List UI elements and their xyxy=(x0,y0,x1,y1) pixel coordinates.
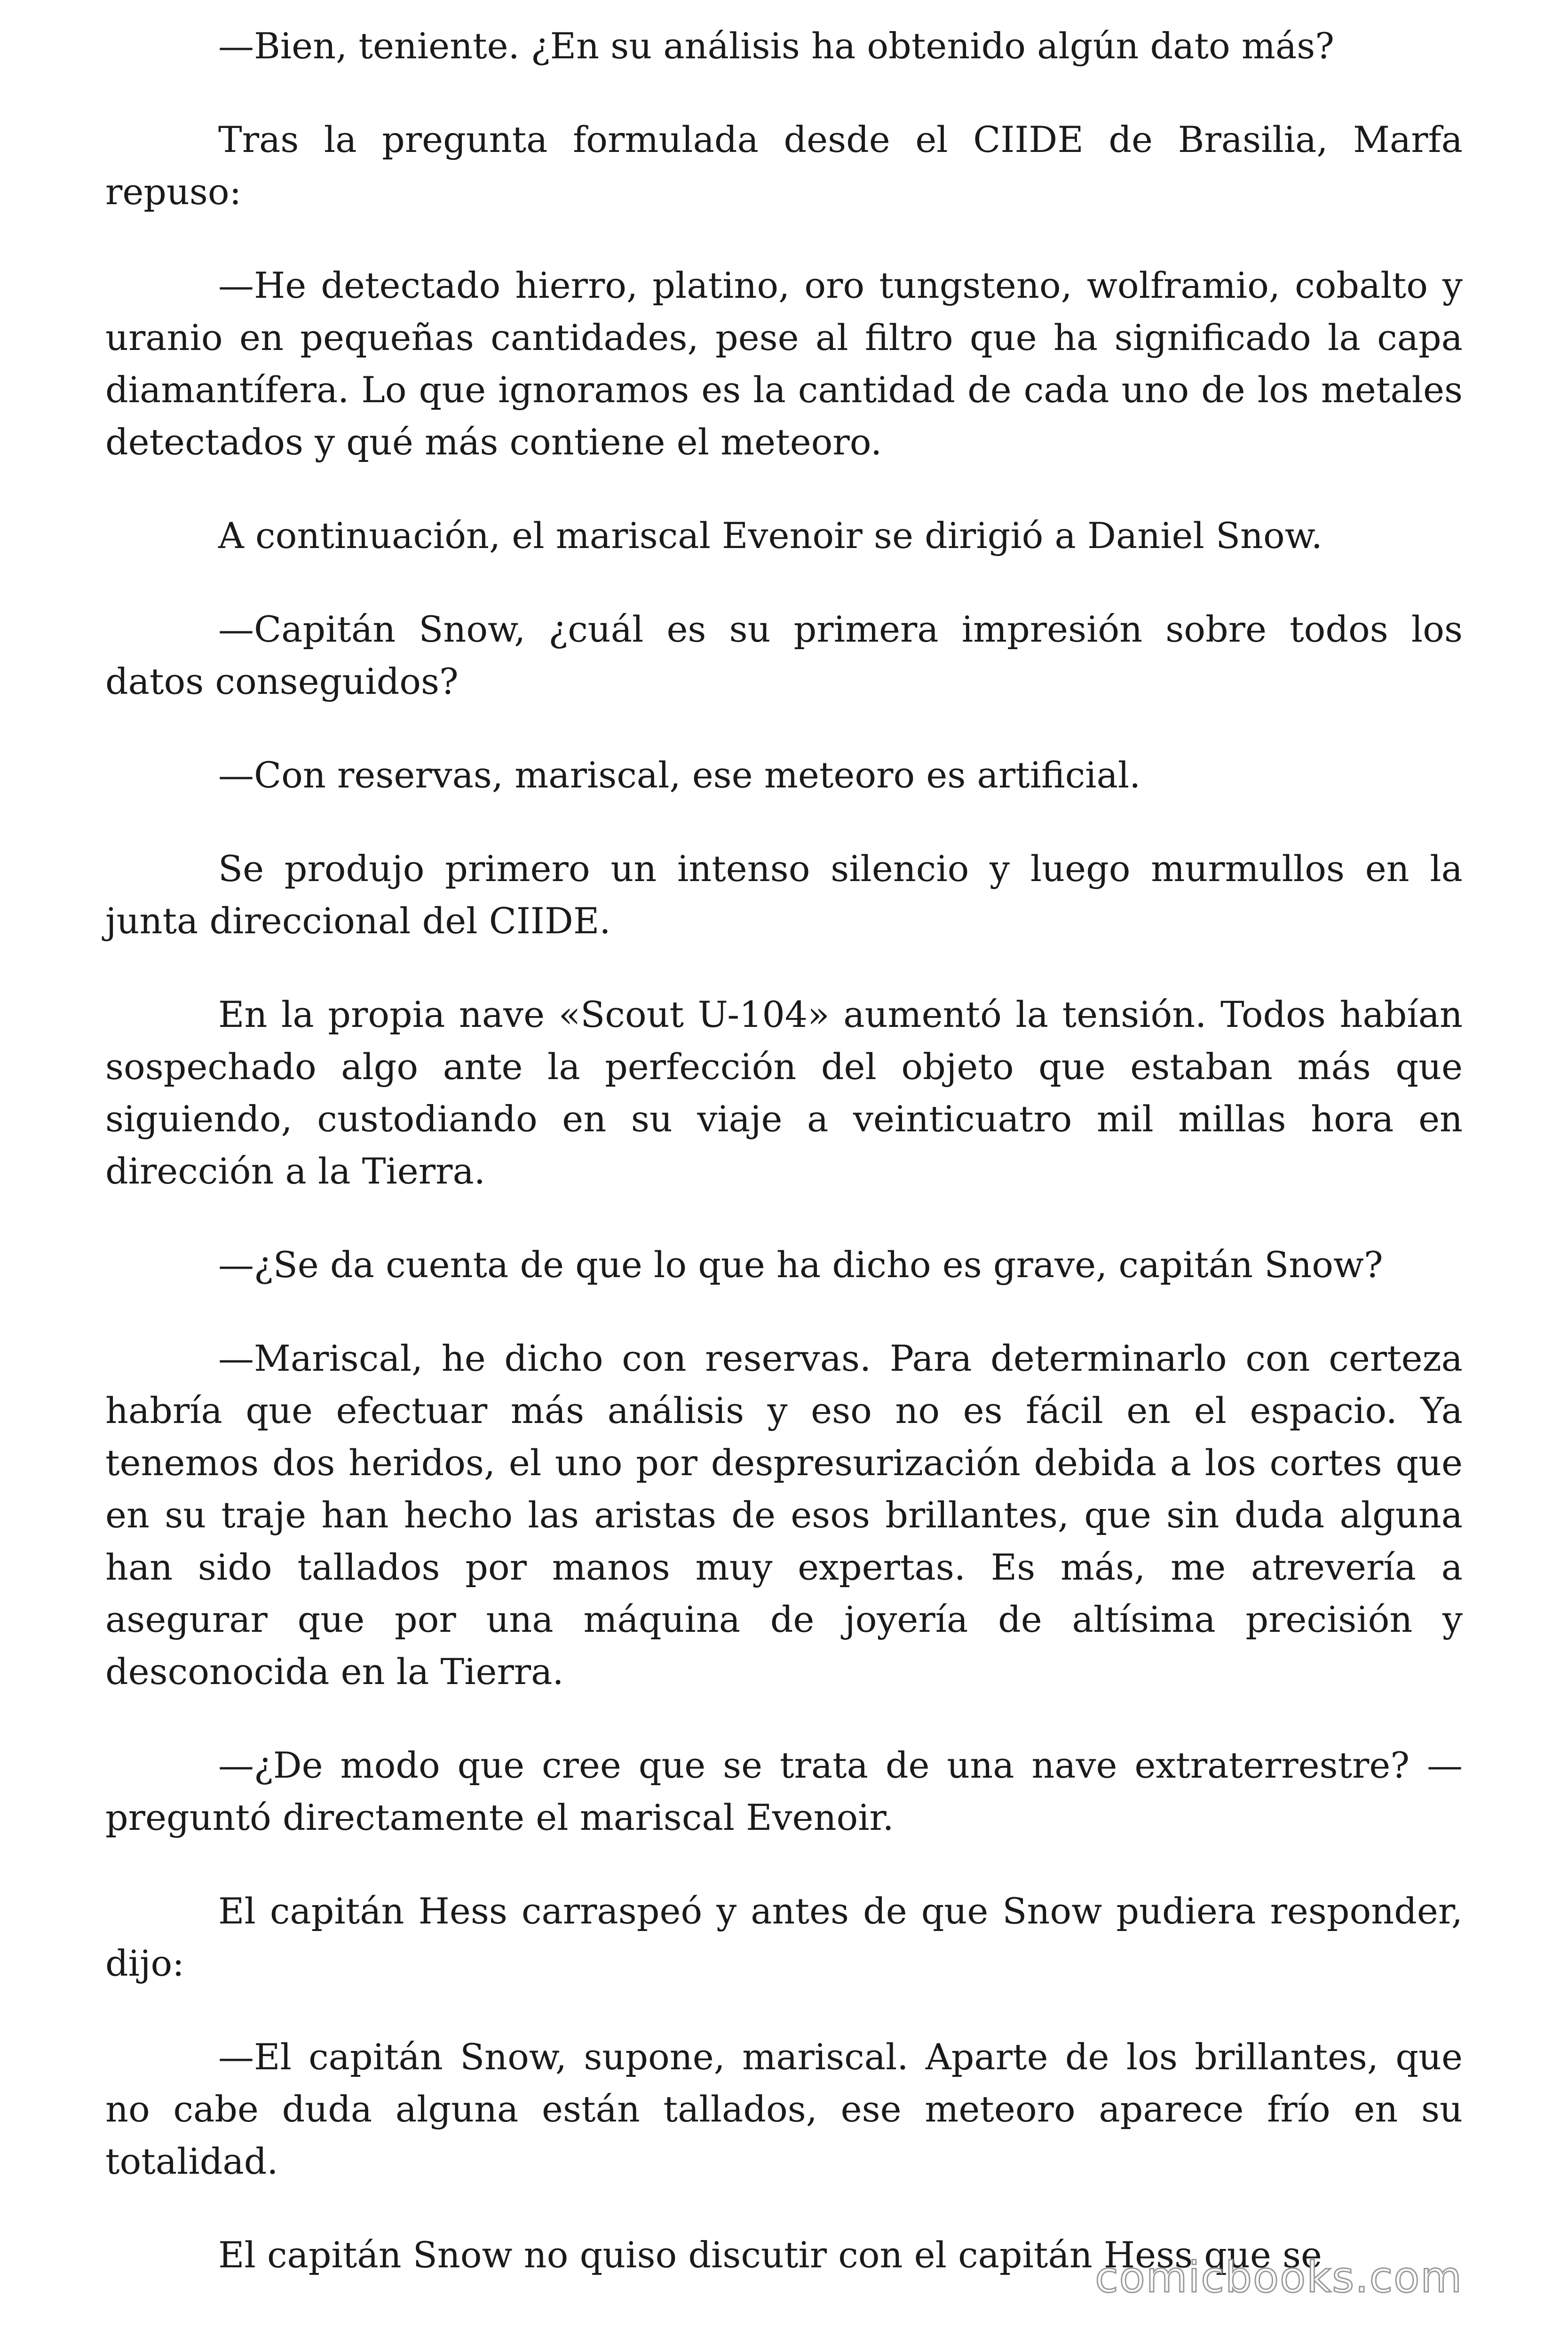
paragraph-2: Tras la pregunta formulada desde el CIIDE de Brasilia, Marfa repuso: xyxy=(105,119,1463,213)
paragraph-7: Se produjo primero un intenso silencio y luego murmullos en la junta direccional del CIIDE. xyxy=(105,848,1463,942)
paragraph-9: —¿Se da cuenta de que lo que ha dicho es grave, capitán Snow? xyxy=(218,1244,1383,1286)
book-page-text xyxy=(105,20,1463,2322)
paragraph-14: El capitán Snow no quiso discutir con el capitán Hess que se xyxy=(218,2234,1322,2276)
paragraph-6: —Con reservas, mariscal, ese meteoro es artificial. xyxy=(218,754,1141,796)
paragraph-11: —¿De modo que cree que se trata de una nave extraterrestre? —preguntó directamente el mariscal Evenoir. xyxy=(105,1744,1463,1838)
paragraph-3: —He detectado hierro, platino, oro tungsteno, wolframio, cobalto y uranio en pequeñas cantidades, pese al filtro que ha significado la capa diamantífera. Lo que ignoramos es la cantidad de cada uno de los metales detectados y qué más contiene el meteoro. xyxy=(105,264,1463,463)
paragraph-5: —Capitán Snow, ¿cuál es su primera impresión sobre todos los datos conseguidos? xyxy=(105,608,1463,702)
site-watermark: comicbooks.com xyxy=(1095,2253,1463,2302)
paragraph-12: El capitán Hess carraspeó y antes de que Snow pudiera responder, dijo: xyxy=(105,1890,1463,1984)
paragraph-8: En la propia nave «Scout U-104» aumentó la tensión. Todos habían sospechado algo ante la perfección del objeto que estaban más que siguiendo, custodiando en su viaje a veinticuatro mil millas hora en dirección a la Tierra. xyxy=(105,993,1463,1192)
paragraph-13: —El capitán Snow, supone, mariscal. Aparte de los brillantes, que no cabe duda alguna están tallados, ese meteoro aparece frío en su totalidad. xyxy=(105,2036,1463,2182)
paragraph-10: —Mariscal, he dicho con reservas. Para determinarlo con certeza habría que efectuar más análisis y eso no es fácil en el espacio. Ya tenemos dos heridos, el uno por despresurización debida a los cortes que en su traje han hecho las aristas de esos brillantes, que sin duda alguna han sido tallados por manos muy expertas. Es más, me atrevería a asegurar que por una máquina de joyería de altísima precisión y desconocida en la Tierra. xyxy=(105,1337,1463,1692)
paragraph-1: —Bien, teniente. ¿En su análisis ha obtenido algún dato más? xyxy=(218,25,1335,67)
paragraph-4: A continuación, el mariscal Evenoir se dirigió a Daniel Snow. xyxy=(218,515,1323,556)
